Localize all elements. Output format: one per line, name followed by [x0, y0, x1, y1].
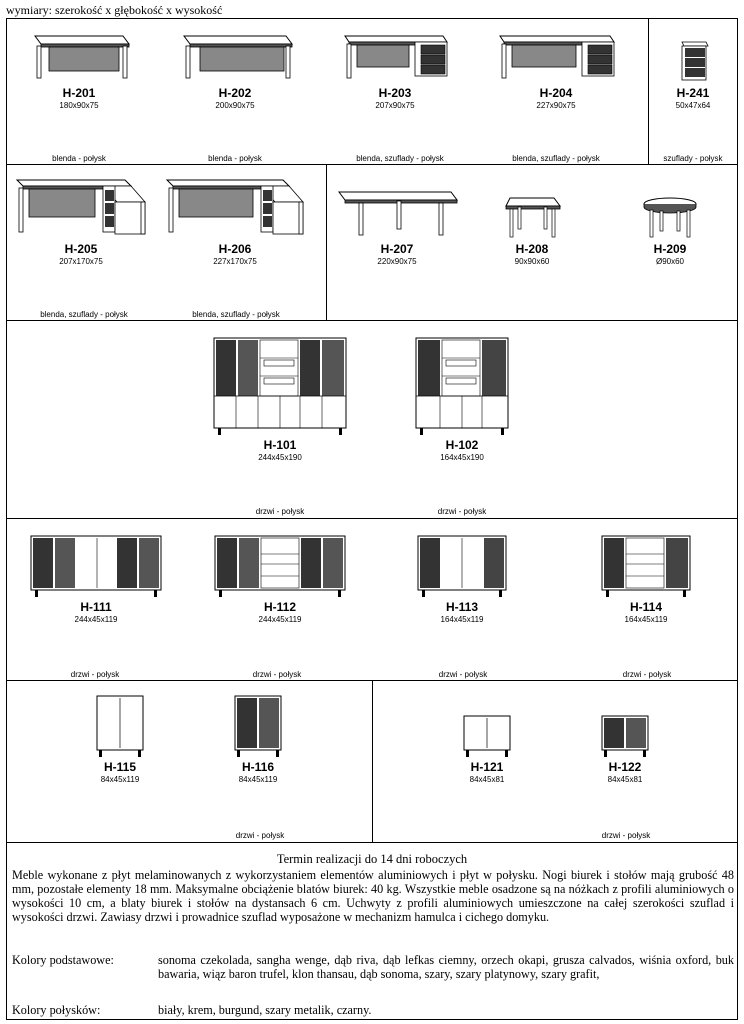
product-dimensions: 200x90x75 [215, 101, 255, 110]
product-h122 [592, 712, 658, 784]
product-dimensions: 180x90x75 [59, 101, 99, 110]
product-dimensions: 164x45x119 [624, 615, 668, 624]
product-h201 [14, 30, 144, 110]
drawer-unit-drawing [676, 40, 710, 84]
product-dimensions: 164x45x190 [440, 453, 484, 462]
product-h112 [206, 532, 354, 624]
row-divider [6, 320, 738, 321]
finish-note: blenda, szuflady - połysk [192, 310, 280, 319]
product-dimensions: 244x45x119 [74, 615, 118, 624]
desk-with-drawers-drawing [494, 30, 618, 84]
cabinet-drawing [416, 532, 508, 598]
finish-note: blenda, szuflady - połysk [356, 154, 444, 163]
product-code: H-101 [263, 438, 297, 452]
product-code: H-112 [263, 600, 297, 614]
finish-note: drzwi - połysk [70, 670, 120, 679]
product-h115 [86, 692, 154, 784]
finish-note: blenda - połysk [52, 154, 106, 163]
product-h113 [412, 532, 512, 624]
product-h206 [160, 176, 310, 266]
finish-note: drzwi - połysk [601, 831, 651, 840]
product-code: H-205 [64, 242, 98, 256]
product-code: H-201 [62, 86, 96, 100]
product-description: Meble wykonane z płyt melaminowanych z wykorzystaniem elementów aluminiowych i płyt w połysku. Nogi biurek i stołów mają grubość 48 mm, pozostałe elementy 18 mm. Maksymalne obciążenie blatów biurek: 40 kg. Wszystkie meble osadzone są na nóżkach z profili aluminiowych o wysokości 10 cm, a blaty biurek i stołów na dystansach 6 cm. Uchwyty z profili aluminiowych umieszczone na całej szerokości szuflad i wysokości drzwi. Zawiasy drzwi i prowadnice szuflad wyposażone w mechanizm hamulca i cichego domyku. [12, 868, 734, 924]
product-h121 [454, 712, 520, 784]
product-code: H-113 [445, 600, 479, 614]
gloss-colors-list: biały, krem, burgund, szary metalik, czarny. [158, 1003, 372, 1017]
product-h204 [488, 30, 624, 110]
product-dimensions: Ø90x60 [655, 257, 685, 266]
gloss-colors-label: Kolory połysków: [12, 1003, 101, 1017]
base-colors-list: sonoma czekolada, sangha wenge, dąb riva, dąb lefkas ciemny, orzech okapi, grusza calvados, wiśnia oxford, buk bawaria, wiąz baron trufel, klon thansau, dąb sonoma, szary, szary platynowy, szary grafit, [158, 953, 734, 981]
cabinet-drawing [600, 532, 692, 598]
product-h205 [6, 176, 156, 266]
product-dimensions: 220x90x75 [377, 257, 417, 266]
product-code: H-207 [380, 242, 414, 256]
finish-note: drzwi - połysk [252, 670, 302, 679]
cabinet-drawing [29, 532, 163, 598]
cabinet-drawing [213, 532, 347, 598]
product-h114 [596, 532, 696, 624]
product-code: H-116 [241, 760, 275, 774]
finish-note: blenda, szuflady - połysk [40, 310, 128, 319]
column-divider [326, 164, 327, 320]
product-dimensions: 227x170x75 [213, 257, 257, 266]
product-h116 [224, 692, 292, 784]
product-h208 [490, 196, 574, 266]
product-h241 [652, 40, 734, 110]
base-colors-row [12, 953, 734, 997]
product-code: H-204 [539, 86, 573, 100]
product-h203 [330, 30, 460, 110]
product-dimensions: 84x45x81 [469, 775, 505, 784]
product-h202 [170, 30, 300, 110]
base-colors-label: Kolory podstawowe: [12, 953, 114, 967]
finish-note: szuflady - połysk [663, 154, 723, 163]
product-code: H-114 [629, 600, 663, 614]
low-cabinet-drawing [462, 712, 512, 758]
row-divider [6, 164, 738, 165]
corner-desk-drawing [13, 176, 149, 240]
column-divider [372, 680, 373, 842]
row-divider [6, 518, 738, 519]
product-code: H-115 [103, 760, 137, 774]
product-dimensions: 90x90x60 [514, 257, 550, 266]
product-code: H-206 [218, 242, 252, 256]
round-table-drawing [640, 196, 700, 240]
product-dimensions: 84x45x119 [100, 775, 140, 784]
row-divider [6, 842, 738, 843]
product-dimensions: 207x170x75 [59, 257, 103, 266]
product-code: H-209 [653, 242, 687, 256]
desk-with-drawers-drawing [339, 30, 451, 84]
product-code: H-122 [608, 760, 642, 774]
tall-cabinet-drawing [414, 334, 510, 436]
square-table-drawing [502, 196, 562, 240]
finish-note: drzwi - połysk [235, 831, 285, 840]
product-dimensions: 84x45x81 [607, 775, 643, 784]
product-h207 [330, 188, 464, 266]
corner-desk-drawing [163, 176, 307, 240]
product-dimensions: 50x47x64 [675, 101, 711, 110]
product-h209 [628, 196, 712, 266]
small-cabinet-drawing [95, 692, 145, 758]
product-dimensions: 244x45x119 [258, 615, 302, 624]
product-dimensions: 227x90x75 [536, 101, 576, 110]
product-dimensions: 164x45x119 [440, 615, 484, 624]
finish-note: drzwi - połysk [438, 670, 488, 679]
column-divider [648, 18, 649, 164]
dimensions-legend: wymiary: szerokość x głębokość x wysokość [6, 3, 223, 17]
product-dimensions: 207x90x75 [375, 101, 415, 110]
small-cabinet-drawing [233, 692, 283, 758]
product-code: H-102 [445, 438, 479, 452]
finish-note: blenda - połysk [208, 154, 262, 163]
tall-cabinet-drawing [212, 334, 348, 436]
product-code: H-208 [515, 242, 549, 256]
product-h111 [24, 532, 168, 624]
product-dimensions: 84x45x119 [238, 775, 278, 784]
product-code: H-241 [676, 86, 710, 100]
finish-note: blenda, szuflady - połysk [512, 154, 600, 163]
product-dimensions: 244x45x190 [258, 453, 302, 462]
low-cabinet-drawing [600, 712, 650, 758]
product-h101 [206, 334, 354, 462]
finish-note: drzwi - połysk [437, 507, 487, 516]
product-code: H-202 [218, 86, 252, 100]
product-h102 [406, 334, 518, 462]
product-code: H-203 [378, 86, 412, 100]
gloss-colors-row [12, 1003, 734, 1017]
desk-drawing [27, 30, 131, 84]
delivery-time-title: Termin realizacji do 14 dni roboczych [276, 852, 468, 866]
product-code: H-111 [80, 600, 112, 614]
finish-note: drzwi - połysk [255, 507, 305, 516]
product-code: H-121 [470, 760, 504, 774]
conference-table-drawing [335, 188, 459, 240]
desk-drawing [176, 30, 294, 84]
finish-note: drzwi - połysk [622, 670, 672, 679]
